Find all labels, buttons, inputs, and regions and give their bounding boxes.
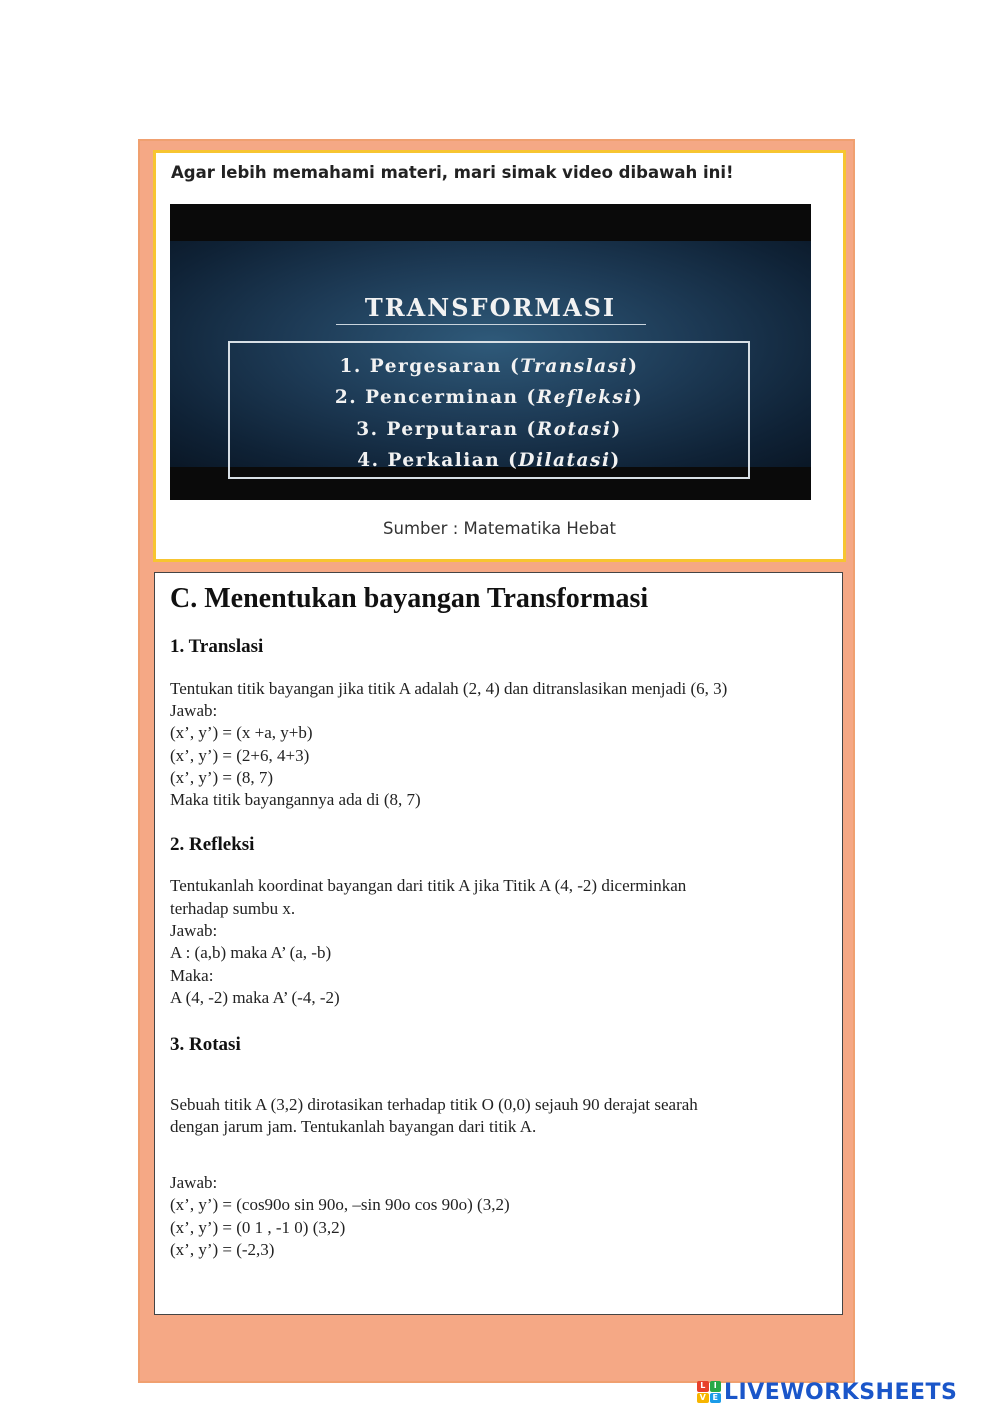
liveworksheets-icon [697,1381,721,1403]
refleksi-line: Tentukanlah koordinat bayangan dari titik A jika Titik A (4, -2) dicerminkan [170,876,687,895]
translasi-line: (x’, y’) = (8, 7) [170,768,274,787]
logo-letter-i: I [710,1381,722,1392]
title-underline [336,324,646,325]
transformation-content [154,572,843,1315]
content-heading: C. Menentukan bayangan Transformasi [170,583,649,614]
refleksi-line: Maka: [170,966,214,985]
liveworksheets-brand: LIVEWORKSHEETS [724,1379,958,1405]
rotasi-question-line: Sebuah titik A (3,2) dirotasikan terhadap titik O (0,0) sejauh 90 derajat searah [170,1095,698,1114]
section-title-rotasi: 3. Rotasi [170,1034,241,1055]
refleksi-line: A : (a,b) maka A’ (a, -b) [170,943,332,962]
refleksi-line: terhadap sumbu x. [170,899,296,918]
video-slide [170,241,811,471]
topics-box [228,341,750,479]
video-section [153,150,846,562]
rotasi-question-line: dengan jarum jam. Tentukanlah bayangan dari titik A. [170,1117,537,1136]
logo-letter-l: L [697,1381,709,1392]
logo-letter-e: E [710,1393,722,1404]
translasi-line: Jawab: [170,701,218,720]
topic-refleksi: 2. Pencerminan (Refleksi) [334,387,644,408]
refleksi-line: A (4, -2) maka A’ (-4, -2) [170,988,340,1007]
video-source-caption: Sumber : Matematika Hebat [383,519,616,538]
liveworksheets-logo [697,1378,957,1406]
translasi-line: Maka titik bayangannya ada di (8, 7) [170,790,421,809]
topic-rotasi: 3. Perputaran (Rotasi) [356,419,622,440]
section-title-refleksi: 2. Refleksi [170,834,255,855]
rotasi-answer-line: (x’, y’) = (cos90o sin 90o, –sin 90o cos 90o) (3,2) [170,1195,510,1214]
topic-dilatasi: 4. Perkalian (Dilatasi) [357,450,621,471]
rotasi-answer-line: Jawab: [170,1173,218,1192]
video-player[interactable] [170,204,811,500]
topic-translasi: 1. Pergesaran (Translasi) [339,356,639,377]
translasi-line: Tentukan titik bayangan jika titik A adalah (2, 4) dan ditranslasikan menjadi (6, 3) [170,679,728,698]
video-slide-title: TRANSFORMASI [364,293,617,322]
translasi-line: (x’, y’) = (x +a, y+b) [170,723,313,742]
logo-letter-v: V [697,1393,709,1404]
translasi-line: (x’, y’) = (2+6, 4+3) [170,746,310,765]
section-title-translasi: 1. Translasi [170,636,264,657]
video-intro-text: Agar lebih memahami materi, mari simak video dibawah ini! [171,163,734,182]
rotasi-answer-line: (x’, y’) = (0 1 , -1 0) (3,2) [170,1218,346,1237]
rotasi-answer-line: (x’, y’) = (-2,3) [170,1240,275,1259]
refleksi-line: Jawab: [170,921,218,940]
